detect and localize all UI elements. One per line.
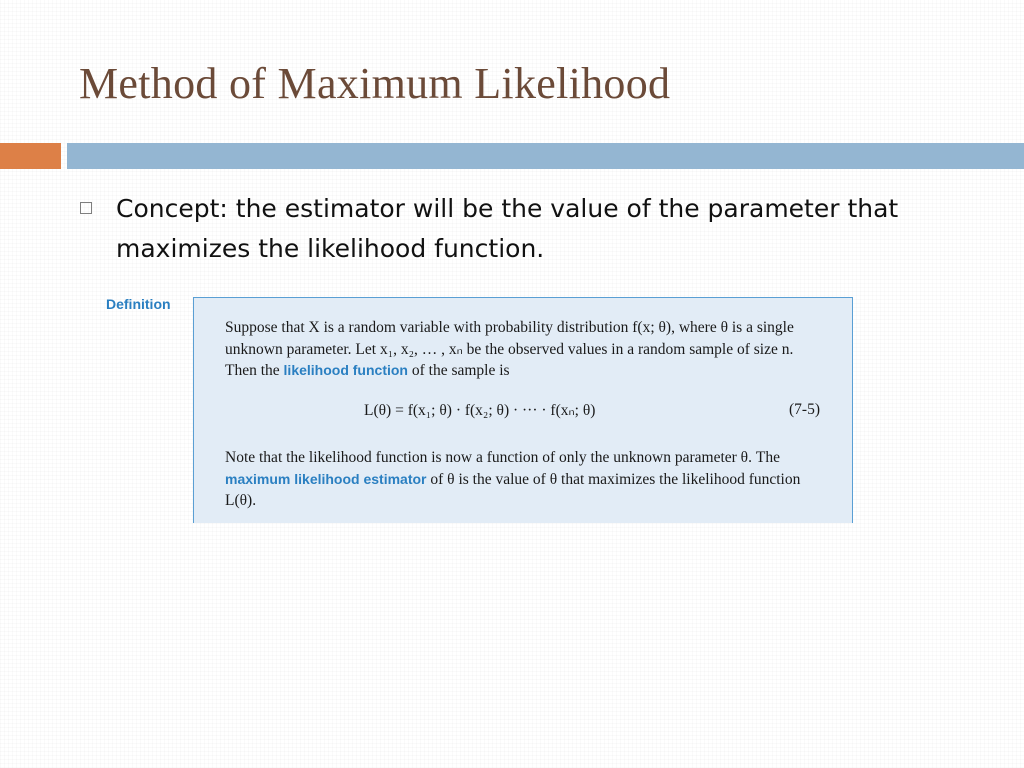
- definition-text: of θ is the value of θ that maximizes the likelihood function L(θ).: [225, 470, 801, 509]
- accent-bar-orange: [0, 143, 61, 169]
- definition-paragraph-1: [225, 317, 825, 382]
- bullet-text: Concept: the estimator will be the value of the parameter that maximizes the likelihood function.: [116, 194, 899, 263]
- definition-label: Definition: [106, 296, 171, 312]
- mle-term: maximum likelihood estimator: [225, 470, 427, 487]
- likelihood-function-term: likelihood function: [283, 362, 408, 378]
- equation-number: (7-5): [789, 401, 820, 418]
- definition-text: Suppose that X is a random variable with probability distribution f(x; θ), where θ is a single unknown parameter. Let x₁, x₂, … , xₙ be the observed values in a random sample of size n. Then the: [225, 319, 794, 379]
- slide-title: Method of Maximum Likelihood: [79, 59, 671, 108]
- definition-box: [193, 297, 853, 523]
- bullet-item: [80, 189, 980, 269]
- definition-text: of the sample is: [407, 362, 510, 379]
- square-bullet-icon: [80, 202, 92, 214]
- likelihood-equation: L(θ) = f(x₁; θ) · f(x₂; θ) · ··· · f(xₙ; θ): [364, 402, 596, 419]
- accent-bar-blue: [67, 143, 1024, 169]
- definition-paragraph-2: [225, 447, 825, 512]
- definition-text: Note that the likelihood function is now a function of only the unknown parameter θ. The: [225, 449, 780, 466]
